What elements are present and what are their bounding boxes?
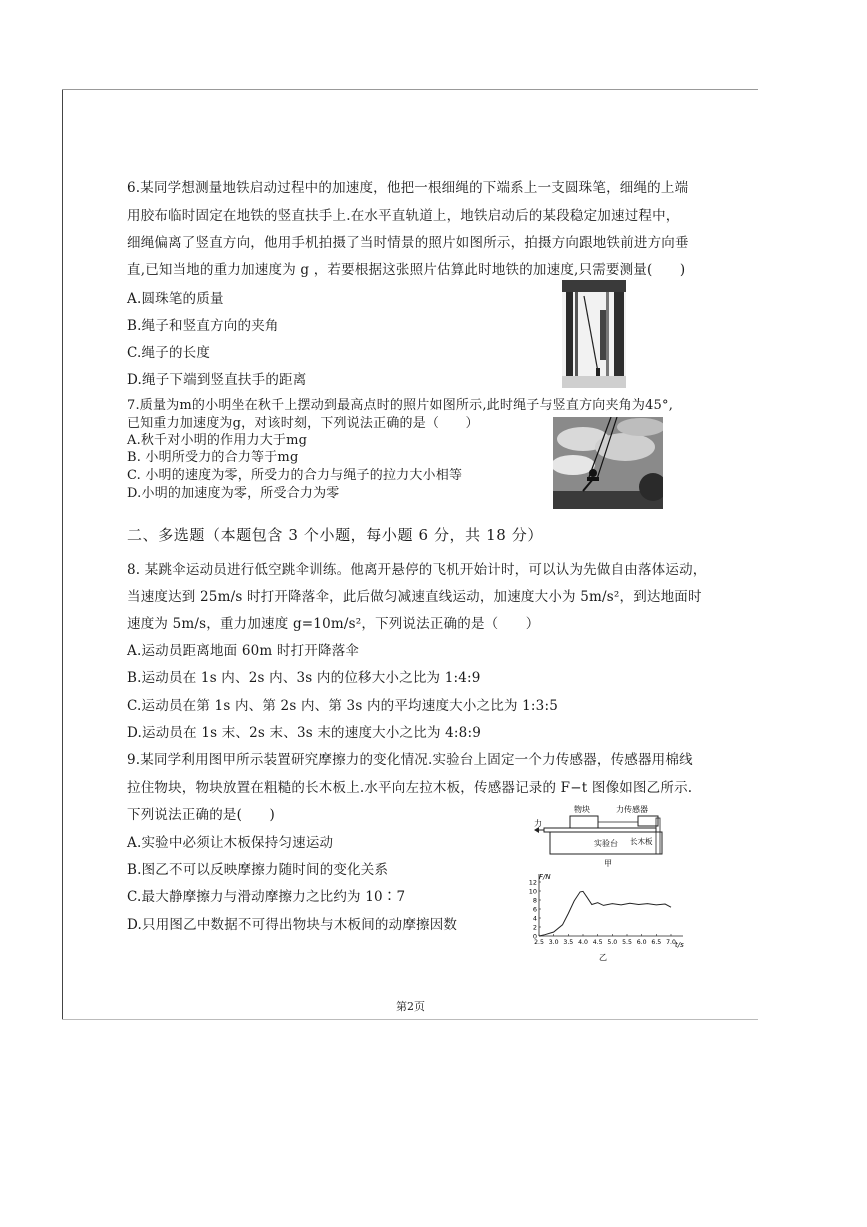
q6-option-b: B.绳子和竖直方向的夹角 (127, 318, 279, 334)
q8-option-d: D.运动员在 1s 末、2s 末、3s 末的速度大小之比为 4:8:9 (127, 725, 482, 741)
x-tick-label: 6.5 (651, 939, 662, 946)
x-axis-label: t/s (675, 941, 684, 949)
q7-stem-line-2: 已知重力加速度为g，对该时刻，下列说法正确的是（ ） (127, 416, 479, 431)
q9-option-b: B.图乙不可以反映摩擦力随时间的变化关系 (127, 862, 389, 878)
x-tick-label: 4.0 (578, 939, 588, 946)
q7-stem-line-1: 7.质量为m的小明坐在秋千上摆动到最高点时的照片如图所示,此时绳子与竖直方向夹角为45°, (127, 398, 674, 413)
q7-option-d: D.小明的加速度为零，所受合力为零 (127, 486, 340, 501)
sensor-label: 力传感器 (616, 805, 648, 814)
y-tick-label: 8 (532, 896, 537, 905)
table-label: 实验台 (594, 839, 618, 848)
q8-option-a: A.运动员距离地面 60m 时打开降落伞 (127, 643, 360, 659)
x-tick-label: 5.0 (607, 939, 618, 946)
q9-stem-line-3: 下列说法正确的是( ) (127, 807, 275, 823)
top-border (62, 89, 758, 90)
q8-stem-line-1: 8. 某跳伞运动员进行低空跳伞训练。他离开悬停的飞机开始计时，可以认为先做自由落体运动， (127, 562, 707, 578)
q8-stem-line-2: 当速度达到 25m/s 时打开降落伞，此后做匀减速直线运动，加速度大小为 5m/s²，到达地面时 (127, 589, 702, 605)
x-tick-label: 3.5 (563, 939, 574, 946)
q6-option-c: C.绳子的长度 (127, 345, 211, 361)
q9-option-c: C.最大静摩擦力与滑动摩擦力之比约为 10∶7 (127, 889, 406, 905)
section-2-heading: 二、多选题（本题包含 3 个小题，每小题 6 分，共 18 分） (127, 526, 543, 544)
bottom-border (62, 1019, 758, 1020)
q6-stem-line-3: 细绳偏离了竖直方向，他用手机拍摄了当时情景的照片如图所示，拍摄方向跟地铁前进方向垂 (127, 235, 689, 251)
x-tick-label: 5.5 (622, 939, 632, 946)
y-tick-label: 6 (532, 905, 537, 914)
ft-series-line (539, 891, 671, 936)
x-tick-label: 6.0 (636, 939, 647, 946)
subway-pole-photo (562, 280, 626, 388)
q6-stem-line-4: 直,已知当地的重力加速度为 g ，若要根据这张照片估算此时地铁的加速度,只需要测量( ) (127, 262, 686, 278)
q8-stem-line-3: 速度为 5m/s，重力加速度 g=10m/s²，下列说法正确的是（ ） (127, 616, 540, 632)
y-tick-label: 4 (532, 914, 537, 923)
x-tick-label: 4.5 (592, 939, 603, 946)
left-border (62, 90, 63, 1020)
board-label: 长木板 (630, 837, 653, 846)
x-tick-label: 2.5 (534, 939, 544, 946)
swing-photo (553, 417, 663, 509)
y-axis-label: F/N (539, 873, 551, 881)
y-tick-label: 0 (532, 932, 537, 941)
y-tick-label: 2 (532, 923, 537, 932)
q8-option-b: B.运动员在 1s 内、2s 内、3s 内的位移大小之比为 1:4:9 (127, 670, 481, 686)
y-tick-label: 10 (528, 887, 537, 896)
figure-yi-chart (525, 870, 690, 962)
q6-stem-line-1: 6.某同学想测量地铁启动过程中的加速度，他把一根细绳的下端系上一支圆珠笔，细绳的上端 (127, 180, 689, 196)
q7-option-a: A.秋千对小明的作用力大于mg (127, 433, 308, 448)
q7-option-b: B. 小明所受力的合力等于mg (127, 450, 299, 465)
q9-stem-line-2: 拉住物块，物块放置在粗糙的长木板上.水平向左拉木板，传感器记录的 F−t 图像如图乙所示. (127, 780, 693, 796)
q9-option-d: D.只用图乙中数据不可得出物块与木板间的动摩擦因数 (127, 917, 458, 933)
x-tick-label: 7.0 (666, 939, 676, 946)
q9-option-a: A.实验中必须让木板保持匀速运动 (127, 835, 334, 851)
y-tick-label: 12 (528, 878, 537, 887)
q7-option-c: C. 小明的速度为零，所受力的合力与绳子的拉力大小相等 (127, 468, 463, 483)
q8-option-c: C.运动员在第 1s 内、第 2s 内、第 3s 内的平均速度大小之比为 1:3:5 (127, 698, 558, 714)
q6-option-a: A.圆珠笔的质量 (127, 291, 224, 307)
figure-yi-caption: 乙 (599, 953, 607, 962)
q6-stem-line-2: 用胶布临时固定在地铁的竖直扶手上.在水平直轨道上，地铁启动后的某段稳定加速过程中， (127, 208, 680, 224)
q6-option-d: D.绳子下端到竖直扶手的距离 (127, 372, 307, 388)
x-tick-label: 3.0 (548, 939, 559, 946)
force-label: 力 (534, 819, 542, 828)
block-label: 物块 (574, 805, 590, 814)
ft-chart-svg (525, 870, 690, 962)
figure-jia-apparatus (532, 800, 682, 868)
figure-jia-caption: 甲 (604, 859, 612, 868)
q9-stem-line-1: 9.某同学利用图甲所示装置研究摩擦力的变化情况.实验台上固定一个力传感器，传感器用棉线 (127, 752, 693, 768)
page-footer: 第2页 (396, 1000, 425, 1013)
